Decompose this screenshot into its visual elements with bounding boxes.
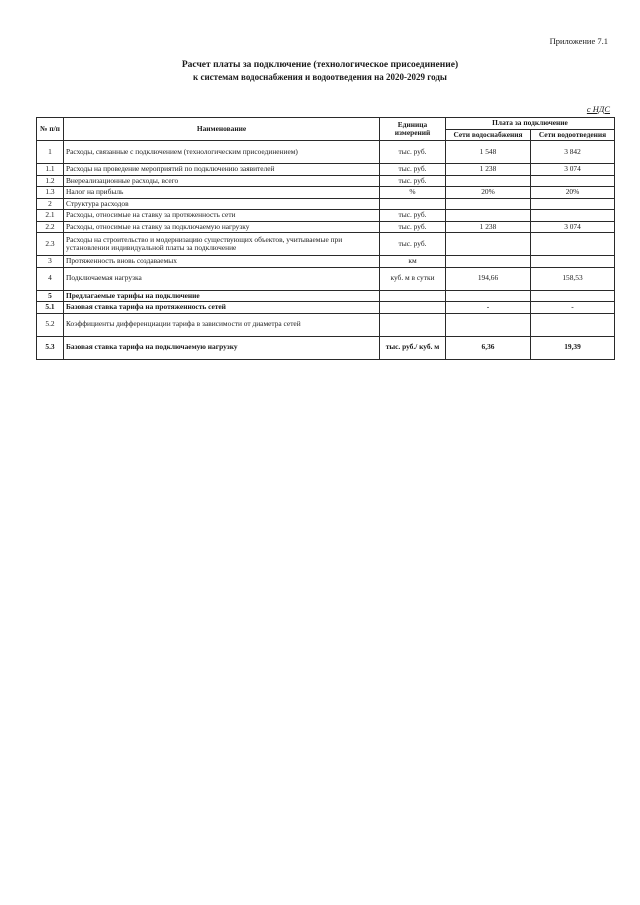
row-name: Расходы на строительство и модернизацию существующих объектов, учитываемые при установлении индивидуальной платы за подключение	[64, 233, 380, 256]
row-unit	[380, 198, 446, 210]
row-name: Расходы, связанные с подключением (технологическим присоединением)	[64, 141, 380, 164]
tariff-table	[36, 117, 615, 360]
row-sewer	[531, 313, 615, 336]
row-water: 1 548	[446, 141, 531, 164]
row-unit: км	[380, 256, 446, 268]
row-unit	[380, 302, 446, 314]
header-unit: Единица измерений	[380, 118, 446, 141]
row-name: Подключаемая нагрузка	[64, 267, 380, 290]
row-name: Протяженность вновь создаваемых	[64, 256, 380, 268]
table-row	[37, 187, 615, 199]
row-num: 1	[37, 141, 64, 164]
row-water	[446, 210, 531, 222]
row-water: 194,66	[446, 267, 531, 290]
header-sewer-networks: Сети водоотведения	[531, 129, 615, 141]
table-row	[37, 164, 615, 176]
header-name: Наименование	[64, 118, 380, 141]
row-sewer: 158,53	[531, 267, 615, 290]
table-row	[37, 233, 615, 256]
row-name: Структура расходов	[64, 198, 380, 210]
table-row	[37, 267, 615, 290]
vat-note: с НДС	[586, 104, 610, 114]
row-num: 5.1	[37, 302, 64, 314]
row-unit: куб. м в сутки	[380, 267, 446, 290]
table-row	[37, 336, 615, 359]
row-num: 2.1	[37, 210, 64, 222]
header-connection-fee: Плата за подключение	[446, 118, 615, 130]
row-unit: тыс. руб.	[380, 164, 446, 176]
row-num: 2	[37, 198, 64, 210]
row-sewer: 3 074	[531, 164, 615, 176]
row-unit	[380, 290, 446, 302]
row-sewer: 20%	[531, 187, 615, 199]
row-water	[446, 175, 531, 187]
row-water: 6,36	[446, 336, 531, 359]
row-water	[446, 290, 531, 302]
document-subtitle: к системам водоснабжения и водоотведения на 2020-2029 годы	[193, 72, 447, 82]
header-num: № п/п	[37, 118, 64, 141]
table-row	[37, 175, 615, 187]
row-num: 1.1	[37, 164, 64, 176]
table-row	[37, 141, 615, 164]
row-water	[446, 198, 531, 210]
row-sewer: 3 074	[531, 221, 615, 233]
row-num: 3	[37, 256, 64, 268]
row-num: 5.2	[37, 313, 64, 336]
row-water	[446, 233, 531, 256]
row-num: 5.3	[37, 336, 64, 359]
row-water: 20%	[446, 187, 531, 199]
table-row	[37, 302, 615, 314]
row-unit: тыс. руб.	[380, 221, 446, 233]
row-water	[446, 313, 531, 336]
table-row	[37, 313, 615, 336]
row-name: Коэффициенты дифференциации тарифа в зависимости от диаметра сетей	[64, 313, 380, 336]
row-name: Расходы, относимые на ставку за протяженность сети	[64, 210, 380, 222]
row-sewer: 3 842	[531, 141, 615, 164]
appendix-label: Приложение 7.1	[549, 36, 608, 46]
row-unit: тыс. руб.	[380, 175, 446, 187]
row-unit: тыс. руб./ куб. м	[380, 336, 446, 359]
row-num: 1.2	[37, 175, 64, 187]
row-name: Предлагаемые тарифы на подключение	[64, 290, 380, 302]
table-row	[37, 221, 615, 233]
row-unit: %	[380, 187, 446, 199]
row-unit: тыс. руб.	[380, 141, 446, 164]
row-unit: тыс. руб.	[380, 210, 446, 222]
row-sewer: -	[531, 302, 615, 314]
row-name: Расходы, относимые на ставку за подключаемую нагрузку	[64, 221, 380, 233]
row-water	[446, 256, 531, 268]
row-name: Базовая ставка тарифа на протяженность сетей	[64, 302, 380, 314]
row-sewer	[531, 198, 615, 210]
header-water-networks: Сети водоснабжения	[446, 129, 531, 141]
table-row	[37, 256, 615, 268]
table-row	[37, 290, 615, 302]
row-name: Внереализационные расходы, всего	[64, 175, 380, 187]
row-water: 1 238	[446, 164, 531, 176]
table-row	[37, 198, 615, 210]
row-unit: тыс. руб.	[380, 233, 446, 256]
row-num: 2.3	[37, 233, 64, 256]
row-sewer	[531, 290, 615, 302]
row-sewer	[531, 256, 615, 268]
row-sewer: 19,39	[531, 336, 615, 359]
row-sewer	[531, 175, 615, 187]
row-sewer	[531, 210, 615, 222]
row-name: Налог на прибыль	[64, 187, 380, 199]
row-water: 1 238	[446, 221, 531, 233]
row-num: 4	[37, 267, 64, 290]
row-name: Расходы на проведение мероприятий по подключению заявителей	[64, 164, 380, 176]
row-num: 2.2	[37, 221, 64, 233]
row-num: 1.3	[37, 187, 64, 199]
table-row	[37, 210, 615, 222]
row-water: -	[446, 302, 531, 314]
row-sewer	[531, 233, 615, 256]
row-num: 5	[37, 290, 64, 302]
row-name: Базовая ставка тарифа на подключаемую нагрузку	[64, 336, 380, 359]
row-unit	[380, 313, 446, 336]
document-title: Расчет платы за подключение (технологическое присоединение)	[181, 60, 459, 70]
